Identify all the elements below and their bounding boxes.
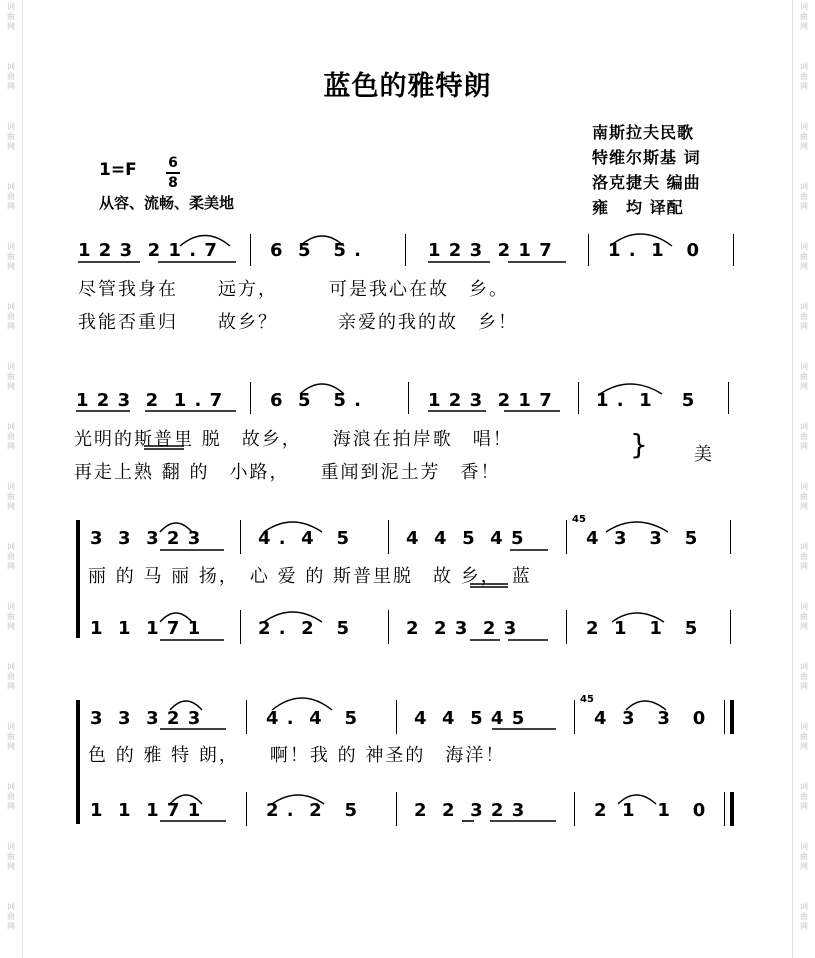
watermark-text: 词 曲 网 <box>800 302 808 331</box>
rehearsal-mark: 45 <box>580 694 594 705</box>
measure-4-1-lower: 1 1 1 7 1 <box>90 800 202 821</box>
measure-4-4-lower: 2 1 1 0 <box>594 800 707 821</box>
credit-lyricist: 特维尔斯基 词 <box>592 148 701 167</box>
time-signature-top: 6 <box>168 155 178 171</box>
watermark-text: 词 曲 网 <box>7 182 15 211</box>
measure-3-3-upper: 4 4 5 4 5 <box>406 528 525 549</box>
watermark-text: 词 曲 网 <box>800 122 808 151</box>
measure-3-2-upper: 4 . 4 5 <box>258 528 351 549</box>
watermark-text: 词 曲 网 <box>7 422 15 451</box>
watermark-text: 词 曲 网 <box>7 62 15 91</box>
measure-3-4-lower: 2 1 1 5 <box>586 618 699 639</box>
verse-brace: } <box>630 428 648 461</box>
watermark-text: 词 曲 网 <box>800 62 808 91</box>
watermark-text: 词 曲 网 <box>800 722 808 751</box>
lyrics-verse-1: 光明的斯普里 脱 故乡， 海浪在拍岸歌 唱！ <box>74 429 513 450</box>
measure-1-4: 1 . 1 0 <box>608 240 701 261</box>
measure-1-1: 1 2 3 2 1 . 7 <box>78 240 218 261</box>
watermark-text: 词 曲 网 <box>800 2 808 31</box>
watermark-text: 词 曲 网 <box>800 182 808 211</box>
watermark-text: 词 曲 网 <box>800 542 808 571</box>
watermark-text: 词 曲 网 <box>7 2 15 31</box>
measure-2-2: 6 5 5 . <box>270 390 363 411</box>
measure-4-4-upper: 4 3 3 0 <box>594 708 707 729</box>
watermark-text: 词 曲 网 <box>800 902 808 931</box>
tempo-marking: 从容、流畅、柔美地 <box>99 194 235 212</box>
watermark-text: 词 曲 网 <box>800 602 808 631</box>
measure-4-1-upper: 3 3 3 2 3 <box>90 708 202 729</box>
lyrics-verse-1: 尽管我身在 远方， 可是我心在故 乡。 <box>78 279 509 300</box>
measure-3-1-lower: 1 1 1 7 1 <box>90 618 202 639</box>
watermark-text: 词 曲 网 <box>800 482 808 511</box>
measure-2-4: 1 . 1 5 <box>596 390 696 411</box>
lyrics-verse-2: 再走上熟 翻 的 小路， 重闻到泥土芳 香！ <box>74 462 501 483</box>
lyrics-chorus-1: 丽 的 马 丽 扬， 心 爱 的 斯普里脱 故 乡， 蓝 <box>88 566 532 587</box>
lyrics-verse-2: 我能否重归 故乡？ 亲爱的我的故 乡！ <box>78 312 518 333</box>
measure-4-3-lower: 2 2 3 2 3 <box>414 800 526 821</box>
measure-4-2-lower: 2 . 2 5 <box>266 800 359 821</box>
measure-2-1: 1 2 3 2 1 . 7 <box>76 390 224 411</box>
lyrics-chorus-2: 色 的 雅 特 朗， 啊！我 的 神圣的 海洋！ <box>88 745 506 766</box>
watermark-text: 词 曲 网 <box>7 662 15 691</box>
credit-origin: 南斯拉夫民歌 <box>592 123 695 142</box>
watermark-text: 词 曲 网 <box>800 842 808 871</box>
watermark-text: 词 曲 网 <box>7 902 15 931</box>
measure-4-2-upper: 4 . 4 5 <box>266 708 359 729</box>
song-title: 蓝色的雅特朗 <box>323 71 492 102</box>
watermark-text: 词 曲 网 <box>7 782 15 811</box>
measure-3-3-lower: 2 2 3 2 3 <box>406 618 518 639</box>
watermark-text: 词 曲 网 <box>7 242 15 271</box>
measure-3-2-lower: 2 . 2 5 <box>258 618 351 639</box>
watermark-text: 词 曲 网 <box>800 362 808 391</box>
watermark-text: 词 曲 网 <box>800 422 808 451</box>
watermark-text: 词 曲 网 <box>800 662 808 691</box>
time-signature-bottom: 8 <box>168 175 178 191</box>
watermark-text: 词 曲 网 <box>7 602 15 631</box>
watermark-text: 词 曲 网 <box>7 722 15 751</box>
credit-arranger: 洛克捷夫 编曲 <box>592 173 701 192</box>
watermark-text: 词 曲 网 <box>800 242 808 271</box>
measure-1-3: 1 2 3 2 1 7 <box>428 240 553 261</box>
rehearsal-mark: 45 <box>572 514 586 525</box>
watermark-text: 词 曲 网 <box>7 542 15 571</box>
credit-translator: 雍 均 译配 <box>592 198 684 217</box>
watermark-text: 词 曲 网 <box>7 122 15 151</box>
measure-3-1-upper: 3 3 3 2 3 <box>90 528 202 549</box>
watermark-text: 词 曲 网 <box>7 302 15 331</box>
watermark-text: 词 曲 网 <box>800 782 808 811</box>
watermark-text: 词 曲 网 <box>7 842 15 871</box>
watermark-text: 词 曲 网 <box>7 362 15 391</box>
measure-3-4-upper: 4 3 3 5 <box>586 528 699 549</box>
measure-2-3: 1 2 3 2 1 7 <box>428 390 553 411</box>
watermark-text: 词 曲 网 <box>7 482 15 511</box>
pickup-lyric: 美 <box>694 444 714 465</box>
measure-4-3-upper: 4 4 5 4 5 <box>414 708 526 729</box>
measure-1-2: 6 5 5 . <box>270 240 363 261</box>
key-signature: 1=F <box>99 160 137 180</box>
